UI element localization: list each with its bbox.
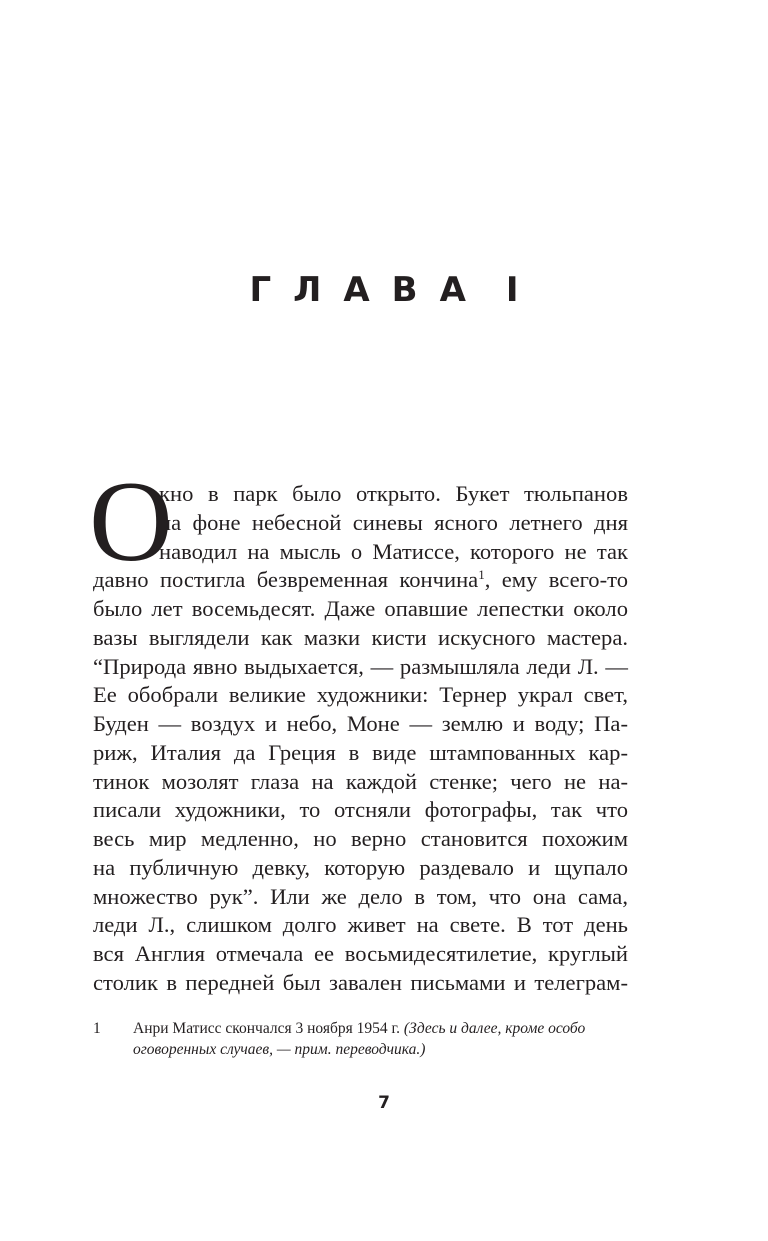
footnote xyxy=(93,1018,633,1060)
text-line: Ее обобрали великие художники: Тернер украл свет, xyxy=(93,682,628,708)
text-line: на публичную девку, которую раздевало и щупало xyxy=(93,854,628,880)
page-number: 7 xyxy=(378,1093,390,1113)
text-line: наводил на мысль о Матиссе, которого не так xyxy=(159,538,628,564)
text-fragment: , ему всего-то xyxy=(484,567,629,593)
footnote-text-regular: Анри Матисс скончался 3 ноября 1954 г. xyxy=(133,1020,404,1037)
text-line: “Природа явно выдыхается, — размышляла леди Л. — xyxy=(93,653,628,679)
drop-cap: О xyxy=(89,458,173,586)
footnote-reference[interactable]: 1 xyxy=(478,567,485,583)
text-line: вся Англия отмечала ее восьмидесятилетие, круглый xyxy=(93,941,628,966)
text-line: Буден — воздух и небо, Моне — землю и воду; Па- xyxy=(93,711,628,736)
text-line: было лет восемьдесят. Даже опавшие лепестки около xyxy=(93,596,628,621)
text-line: весь мир медленно, но верно становится похожим xyxy=(93,826,628,851)
body-text xyxy=(89,458,629,998)
text-line: риж, Италия да Греция в виде штампованных кар- xyxy=(93,739,628,765)
text-line: писали художники, то отсняли фотографы, так что xyxy=(93,797,628,823)
chapter-label: ГЛАВА xyxy=(249,270,488,310)
text-fragment: давно постигла безвременная кончина xyxy=(93,567,479,593)
chapter-heading xyxy=(0,268,768,312)
text-line: леди Л., слишком долго живет на свете. В тот день xyxy=(93,912,628,938)
text-line: столик в передней был завален письмами и телеграм- xyxy=(93,969,628,995)
footnote-text xyxy=(133,1018,633,1060)
text-line: вазы выглядели как мазки кисти искусного мастера. xyxy=(93,624,628,650)
text-line: множество рук”. Или же дело в том, что она сама, xyxy=(93,883,628,909)
text-line: кно в парк было открыто. Букет тюльпанов xyxy=(159,481,628,506)
text-line: тинок мозолят глаза на каждой стенке; чего не на- xyxy=(93,768,628,794)
chapter-number: I xyxy=(505,270,519,310)
footnote-number: 1 xyxy=(93,1020,101,1037)
text-line: на фоне небесной синевы ясного летнего дня xyxy=(159,509,628,535)
footnote-text-italic: (Здесь и далее, кроме особо оговоренных случаев, — прим. переводчика.) xyxy=(133,1020,586,1058)
text-line-with-footnote xyxy=(93,566,628,595)
